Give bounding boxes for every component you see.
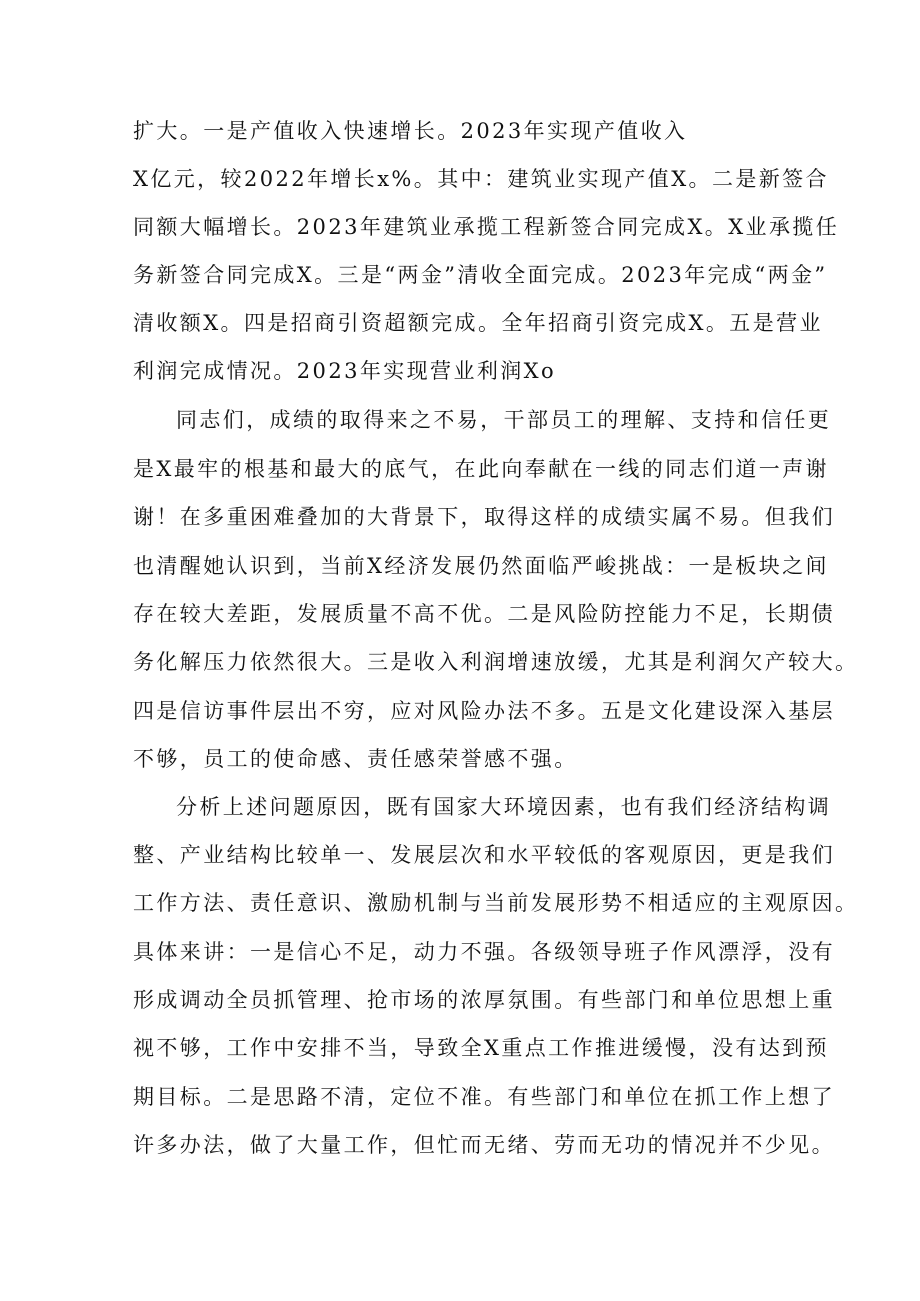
text-line: 利润完成情况。2023年实现营业利润Xo xyxy=(133,359,557,383)
text-line: 具体来讲：一是信心不足，动力不强。各级领导班子作风漂浮，没有 xyxy=(133,940,835,964)
text-line: 同额大幅增长。2023年建筑业承揽工程新签合同完成X。X业承揽任 xyxy=(133,215,840,239)
text-line: 务化解压力依然很大。三是收入利润增速放缓，尤其是利润欠产较大。 xyxy=(133,650,859,674)
text-line: 扩大。一是产值收入快速增长。2023年实现产值收入 xyxy=(133,119,688,143)
text-line: 许多办法，做了大量工作，但忙而无绪、劳而无功的情况并不少见。 xyxy=(133,1133,835,1157)
text-line: 清收额X。四是招商引资超额完成。全年招商引资完成X。五是营业 xyxy=(133,311,823,335)
text-line: 务新签合同完成X。三是“两金”清收全面完成。2023年完成“两金” xyxy=(133,263,828,287)
text-line: 也清醒她认识到，当前X经济发展仍然面临严峻挑战：一是板块之间 xyxy=(133,554,829,578)
text-line: 期目标。二是思路不清，定位不准。有些部门和单位在抓工作上想了 xyxy=(133,1085,835,1109)
text-line: 是X最牢的根基和最大的底气，在此向奉献在一线的同志们道一声谢 xyxy=(133,457,829,481)
text-line: 工作方法、责任意识、激励机制与当前发展形势不相适应的主观原因。 xyxy=(133,891,859,915)
text-line: 存在较大差距，发展质量不高不优。二是风险防控能力不足，长期债 xyxy=(133,602,835,626)
text-line: X亿元，较2022年增长x%。其中：建筑业实现产值X。二是新签合 xyxy=(133,167,829,191)
text-line: 不够，员工的使命感、责任感荣誉感不强。 xyxy=(133,747,578,771)
text-line: 整、产业结构比较单一、发展层次和水平较低的客观原因，更是我们 xyxy=(133,843,835,867)
text-line: 视不够，工作中安排不当，导致全X重点工作推进缓慢，没有达到预 xyxy=(133,1036,829,1060)
paragraph-first-line: 分析上述问题原因，既有国家大环境因素，也有我们经济结构调 xyxy=(176,795,832,819)
text-line: 谢！在多重困难叠加的大背景下，取得这样的成绩实属不易。但我们 xyxy=(133,505,835,529)
text-line: 形成调动全员抓管理、抢市场的浓厚氛围。有些部门和单位思想上重 xyxy=(133,988,835,1012)
text-line: 四是信访事件层出不穷，应对风险办法不多。五是文化建设深入基层 xyxy=(133,699,835,723)
paragraph-first-line: 同志们，成绩的取得来之不易，干部员工的理解、支持和信任更 xyxy=(176,408,832,432)
